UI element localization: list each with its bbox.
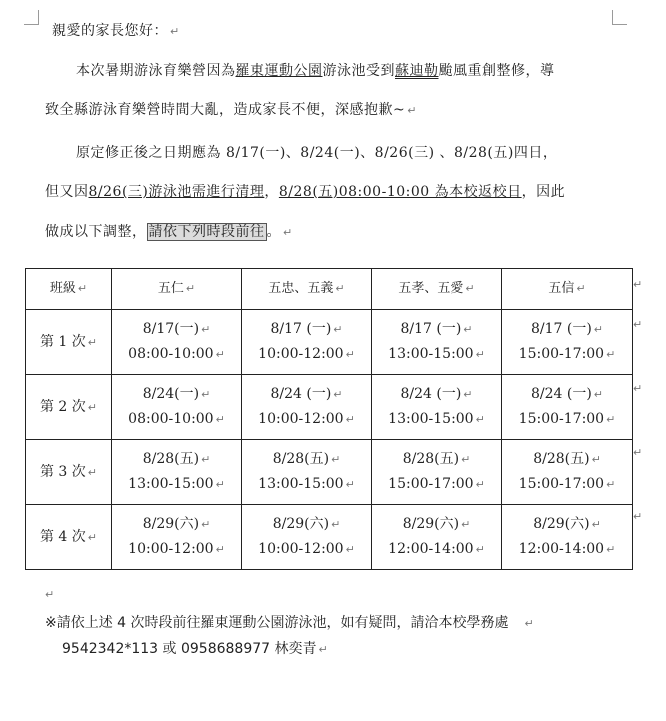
greeting-text: 親愛的家長您好： (52, 23, 168, 39)
slot-cell: 8/17 (一) ↵ 10:00-12:00 ↵ (242, 310, 372, 375)
paragraph-mark-icon: ↵ (283, 226, 293, 239)
para2-text-e: 。 (266, 224, 281, 240)
row-end-mark-icon: ↵ (633, 446, 643, 459)
table-row (26, 440, 633, 505)
row-end-mark-icon: ↵ (633, 318, 643, 331)
slot-cell: 8/24(一) ↵ 08:00-10:00 ↵ (112, 375, 242, 440)
header-cell: 五忠、五義 ↵ (242, 269, 372, 310)
paragraph-mark-icon: ↵ (170, 25, 180, 38)
table-row (26, 505, 633, 570)
slot-cell: 8/29(六) ↵ 10:00-12:00 ↵ (112, 505, 242, 570)
header-cell: 五孝、五愛 ↵ (372, 269, 502, 310)
contact-line (62, 638, 328, 658)
para2-text-c: ，因此 (521, 184, 566, 200)
paragraph-2-line-1 (76, 142, 557, 162)
typhoon-name: 蘇迪勒 (395, 63, 439, 79)
para1-text-c: 颱風重創整修，導 (438, 63, 555, 79)
pool-cleaning-note: 8/26(三)游泳池需進行清理 (88, 184, 265, 200)
slot-cell: 8/24 (一) ↵ 10:00-12:00 ↵ (242, 375, 372, 440)
para1-line2-text: 致全縣游泳育樂營時間大亂，造成家長不便，深感抱歉~ (45, 102, 406, 118)
header-cell: 五信 ↵ (502, 269, 633, 310)
slot-cell: 8/24 (一) ↵ 15:00-17:00 ↵ (502, 375, 633, 440)
table-row (26, 375, 633, 440)
paragraph-2-line-2 (45, 181, 565, 201)
row-label: 第 4 次 ↵ (26, 505, 112, 570)
return-day-note: 8/28(五)08:00-10:00 為本校返校日 (278, 184, 522, 200)
paragraph-mark-icon: ↵ (407, 104, 417, 117)
row-end-mark-icon: ↵ (633, 278, 643, 291)
para2-line1-text: 原定修正後之日期應為 8/17(一)、8/24(一)、8/26(三) 、8/28(五)四日， (76, 145, 558, 161)
row-label: 第 1 次 ↵ (26, 310, 112, 375)
para1-text-a: 本次暑期游泳育樂營因為 (76, 63, 236, 79)
slot-cell: 8/28(五) ↵ 13:00-15:00 ↵ (112, 440, 242, 505)
para2-text-b: ， (264, 184, 279, 200)
row-label: 第 3 次 ↵ (26, 440, 112, 505)
row-end-mark-icon: ↵ (633, 382, 643, 395)
highlighted-instruction: 請依下列時段前往 (148, 224, 265, 240)
header-cell: 五仁 ↵ (112, 269, 242, 310)
para2-text-a: 但又因 (45, 184, 89, 200)
note-line (45, 612, 534, 632)
paragraph-mark-icon: ↵ (318, 643, 328, 656)
slot-cell: 8/29(六) ↵ 12:00-14:00 ↵ (502, 505, 633, 570)
schedule-table (25, 268, 633, 570)
slot-cell: 8/29(六) ↵ 12:00-14:00 ↵ (372, 505, 502, 570)
table-header-row (26, 269, 633, 310)
table-row (26, 310, 633, 375)
note-text: ※請依上述 4 次時段前往羅東運動公園游泳池，如有疑問，請洽本校學務處 (45, 615, 509, 631)
para2-text-d: 做成以下調整， (45, 224, 147, 240)
slot-cell: 8/17(一) ↵ 08:00-10:00 ↵ (112, 310, 242, 375)
paragraph-2-line-3 (45, 221, 293, 241)
place-name: 羅東運動公園 (235, 63, 323, 79)
contact-text: 9542342*113 或 0958688977 林奕青 (62, 641, 317, 657)
row-label: 第 2 次 ↵ (26, 375, 112, 440)
header-cell: 班級 ↵ (26, 269, 112, 310)
slot-cell: 8/17 (一) ↵ 13:00-15:00 ↵ (372, 310, 502, 375)
paragraph-1-line-2 (45, 99, 417, 119)
paragraph-mark-icon: ↵ (524, 617, 534, 630)
para1-text-b: 游泳池受到 (322, 63, 395, 79)
greeting-line (52, 20, 180, 40)
row-end-mark-icon: ↵ (633, 510, 643, 523)
slot-cell: 8/28(五) ↵ 15:00-17:00 ↵ (502, 440, 633, 505)
page-corner-top-left (24, 10, 39, 25)
page-corner-top-right (612, 10, 627, 25)
slot-cell: 8/17 (一) ↵ 15:00-17:00 ↵ (502, 310, 633, 375)
slot-cell: 8/28(五) ↵ 13:00-15:00 ↵ (242, 440, 372, 505)
slot-cell: 8/29(六) ↵ 10:00-12:00 ↵ (242, 505, 372, 570)
paragraph-1-line-1 (76, 60, 555, 80)
empty-paragraph-mark-icon: ↵ (45, 588, 55, 601)
slot-cell: 8/24 (一) ↵ 13:00-15:00 ↵ (372, 375, 502, 440)
slot-cell: 8/28(五) ↵ 15:00-17:00 ↵ (372, 440, 502, 505)
